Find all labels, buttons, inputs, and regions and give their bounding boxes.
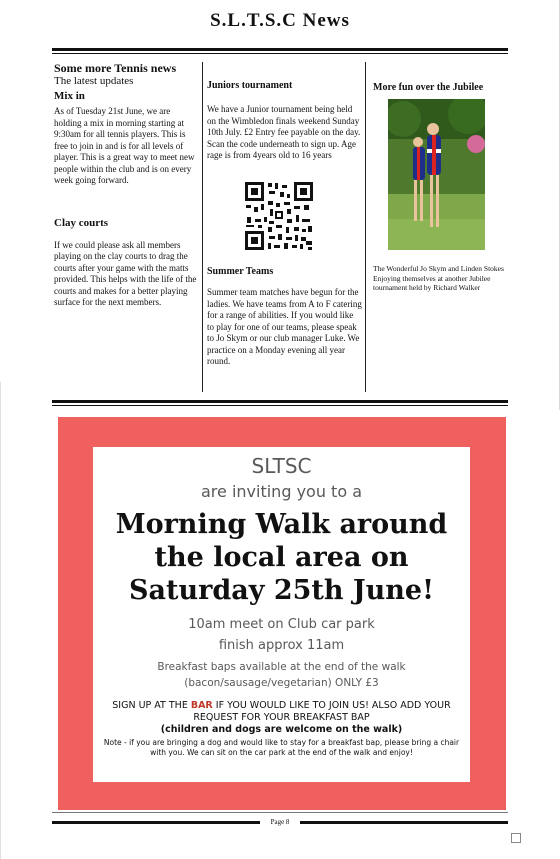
footer-rule-thin — [52, 812, 508, 813]
flyer-meet: 10am meet on Club car park — [188, 617, 375, 632]
masthead-title: S.L.T.S.C News — [210, 10, 350, 31]
column-jubilee-caption — [373, 264, 508, 293]
flyer-welcome: (children and dogs are welcome on the walk) — [160, 724, 403, 735]
flyer-note: Note - if you are bringing a dog and would like to stay for a breakfast bap, please bring a chair with you. We can sit on the car park at the end of the walk and enjoy! — [103, 738, 460, 757]
flyer-signup-post: IF YOU WOULD LIKE TO JOIN US! ALSO ADD YOUR REQUEST FOR YOUR BREAKFAST BAP — [193, 700, 451, 723]
section-heading-clay-courts: Clay courts — [54, 216, 109, 229]
flyer-title-line3: Saturday 25th June! — [129, 575, 434, 606]
flyer-title-line1: Morning Walk around — [115, 509, 448, 540]
column-tennis-news — [54, 62, 199, 309]
summer-teams-heading: Summer Teams — [207, 266, 274, 277]
juniors-heading: Juniors tournament — [207, 80, 293, 91]
checkbox-icon[interactable] — [511, 833, 521, 843]
flyer-signup-pre: SIGN UP AT THE — [112, 700, 191, 711]
page-number: Page 8 — [270, 818, 290, 826]
walk-flyer — [58, 417, 506, 810]
flyer-baps-options: (bacon/sausage/vegetarian) ONLY £3 — [184, 677, 379, 689]
section-rule-thick — [52, 400, 508, 403]
photo-caption: The Wonderful Jo Skym and Linden Stokes Enjoying themselves at another Jubilee tournament held by Richard Walker — [373, 264, 504, 292]
column-divider — [202, 62, 203, 392]
clay-courts-text: If we could please ask all members playing on the clay courts to drag the courts after your game with the matts provided. This helps with the life of the courts and makes for a better playing surface for the next members. — [54, 239, 197, 307]
mix-in-text: As of Tuesday 21st June, we are holding a mix in morning starting at 9:30am for all tennis players. This is free to join in and is for all levels of player. This is a great way to meet new people within the club and is on every week going forward. — [54, 106, 195, 185]
flyer-signup-bar: BAR — [190, 700, 213, 711]
jubilee-photo — [388, 99, 485, 250]
flyer-finish: finish approx 11am — [218, 638, 345, 653]
flyer-content — [93, 447, 470, 782]
column-divider — [365, 62, 366, 392]
flyer-org: SLTSC — [251, 454, 312, 478]
column-juniors — [207, 80, 362, 162]
masthead-rule-thin — [52, 53, 508, 54]
flyer-inviting: are inviting you to a — [201, 482, 362, 501]
flyer-signup — [101, 700, 462, 724]
flyer-title-line2: the local area on — [154, 542, 409, 573]
column-jubilee — [373, 82, 513, 94]
masthead-rule-thick — [52, 48, 508, 51]
section-rule-thin — [52, 405, 508, 406]
flyer-baps: Breakfast baps available at the end of the walk — [157, 661, 406, 673]
section-heading-mix-in: Mix in — [54, 90, 85, 102]
column-summer-teams — [207, 266, 362, 368]
summer-teams-text: Summer team matches have begun for the ladies. We have teams from A to F catering for a range of abilities. If you would like to play for one of our teams, please speak to Jo Skym or our club manager Luke. We practice on a Monday evening all year round. — [207, 287, 362, 366]
jubilee-heading: More fun over the Jubilee — [373, 82, 484, 93]
juniors-text: We have a Junior tournament being held on the Wimbledon finals weekend Sunday 10th July. £2 Entry fee payable on the day. Scan the code underneath to sign up. Age rage is from 4years old to 16 years — [207, 104, 361, 160]
article-title: Some more Tennis news — [54, 61, 177, 75]
article-subtitle: The latest updates — [54, 75, 134, 87]
qr-code-icon[interactable] — [242, 179, 316, 253]
